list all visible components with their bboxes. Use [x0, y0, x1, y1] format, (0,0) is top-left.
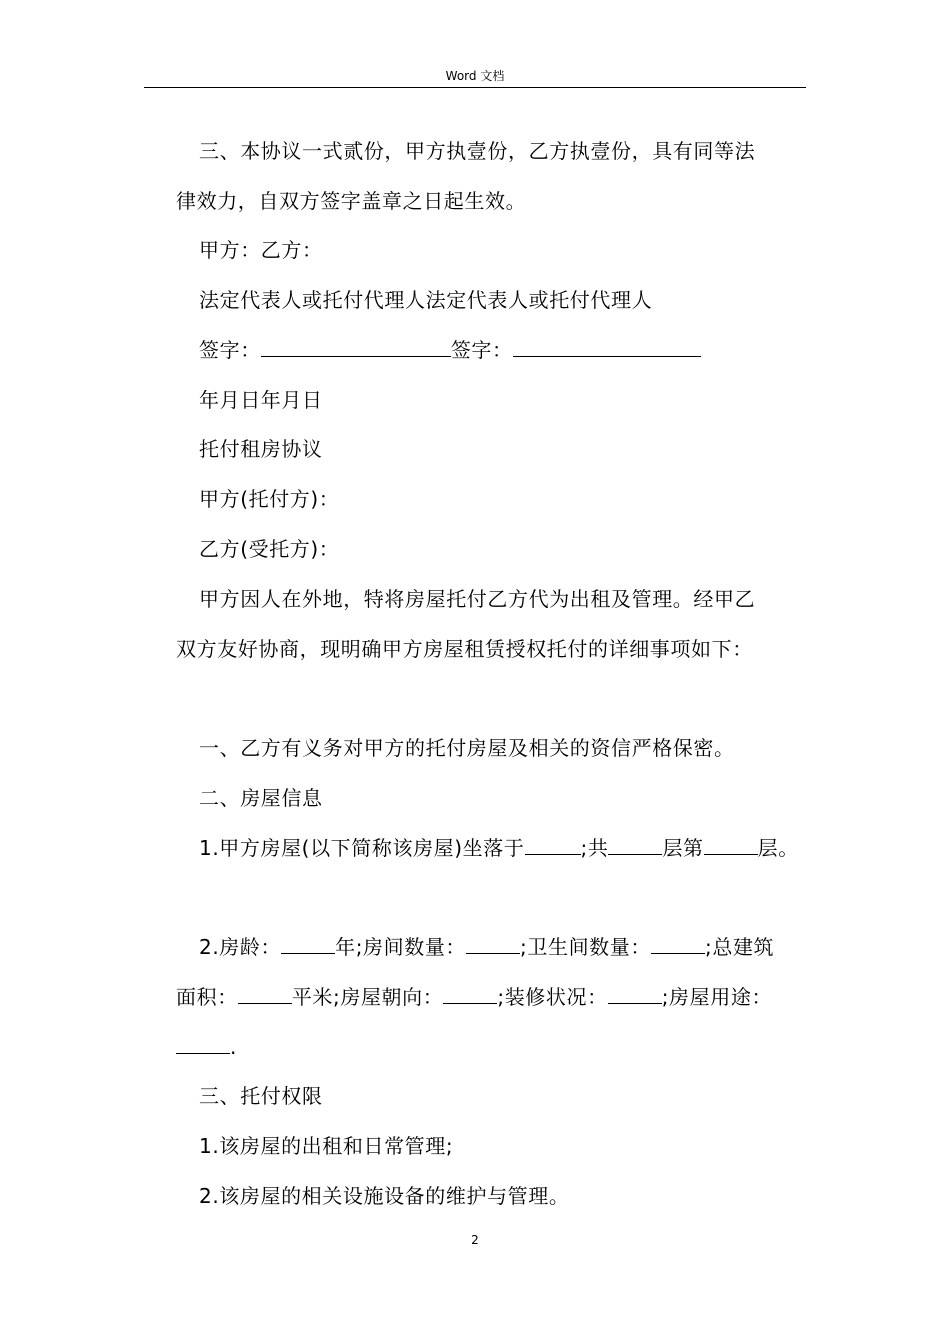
fill-blank — [466, 935, 520, 954]
page-number: 2 — [471, 1233, 479, 1247]
paragraph-text: 2.该房屋的相关设施设备的维护与管理。 — [199, 1184, 570, 1208]
text-segment: ;房屋用途： — [661, 985, 773, 1009]
fill-blank — [608, 836, 662, 855]
text-segment: 平米;房屋朝向： — [291, 985, 444, 1009]
text-segment: 1.甲方房屋(以下简称该房屋)坐落于 — [199, 836, 525, 860]
paragraph-text — [199, 934, 774, 960]
signature-line — [199, 337, 701, 363]
fill-blank — [238, 985, 292, 1004]
text-segment: 年;房间数量： — [335, 935, 467, 959]
text-segment: 层第 — [662, 836, 704, 860]
paragraph-text: 双方友好协商，现明确甲方房屋租赁授权托付的详细事项如下： — [176, 637, 753, 661]
section-title: 二、房屋信息 — [199, 786, 323, 810]
section-title: 三、托付权限 — [199, 1084, 323, 1108]
paragraph-text: 法定代表人或托付代理人法定代表人或托付代理人 — [199, 288, 653, 312]
fill-blank — [704, 836, 758, 855]
fill-blank — [281, 935, 335, 954]
paragraph-text: 年月日年月日 — [199, 388, 323, 412]
fill-blank — [651, 935, 705, 954]
signature-blank — [513, 338, 701, 357]
fill-blank — [443, 985, 497, 1004]
signature-label: 签字： — [450, 338, 513, 362]
fill-blank — [525, 836, 581, 855]
fill-blank — [176, 1035, 230, 1054]
signature-label: 签字： — [199, 338, 261, 362]
paragraph-text: 律效力，自双方签字盖章之日起生效。 — [176, 189, 527, 213]
paragraph-text: 一、乙方有义务对甲方的托付房屋及相关的资信严格保密。 — [199, 736, 735, 760]
page-header: Word 文档 — [445, 69, 505, 83]
text-segment: . — [230, 1035, 237, 1059]
paragraph-text: 甲方：乙方： — [199, 238, 323, 262]
paragraph-text — [176, 1034, 237, 1060]
text-segment: ;共 — [580, 836, 609, 860]
paragraph-text: 乙方(受托方)： — [199, 537, 340, 561]
text-segment: 层。 — [757, 836, 799, 860]
section-title: 托付租房协议 — [199, 437, 323, 461]
paragraph-text: 1.该房屋的出租和日常管理; — [199, 1134, 454, 1158]
text-segment: 2.房龄： — [199, 935, 282, 959]
paragraph-text: 甲方(托付方)： — [199, 487, 340, 511]
fill-blank — [608, 985, 662, 1004]
header-divider — [144, 87, 806, 88]
paragraph-text: 甲方因人在外地，特将房屋托付乙方代为出租及管理。经甲乙 — [199, 587, 756, 611]
paragraph-text — [199, 835, 799, 861]
text-segment: ;总建筑 — [705, 935, 775, 959]
paragraph-text — [176, 984, 772, 1010]
text-segment: ;卫生间数量： — [520, 935, 651, 959]
signature-blank — [261, 338, 451, 357]
text-segment: ;装修状况： — [497, 985, 608, 1009]
paragraph-text: 三、本协议一式贰份，甲方执壹份，乙方执壹份，具有同等法 — [199, 139, 756, 163]
text-segment: 面积： — [176, 985, 238, 1009]
